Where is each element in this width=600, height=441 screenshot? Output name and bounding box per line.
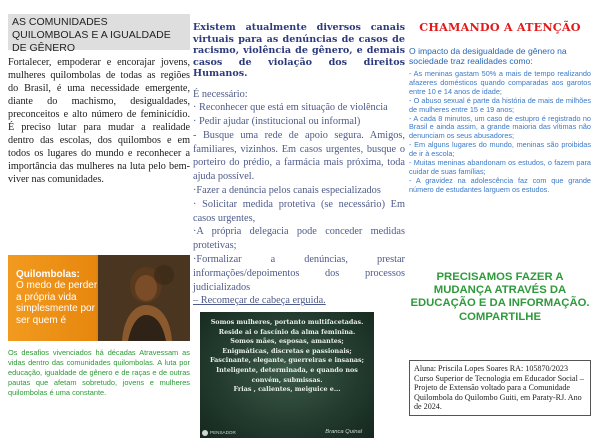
poem-line: Somos mães, esposas, amantes; <box>230 337 344 346</box>
woman-portrait-illustration <box>98 255 190 341</box>
fact-item: - Em alguns lugares do mundo, meninas são proibidas de ir à escola; <box>409 140 591 159</box>
step-item: ·Fazer a denúncia pelos canais especializados <box>193 185 381 197</box>
attention-title: CHAMANDO A ATENÇÃO <box>419 20 581 34</box>
poster-author-label: Branca Quinal <box>325 429 362 435</box>
poem-line: convém, submissas. <box>251 375 323 384</box>
step-item: ·Formalizar a denúncias, prestar informações/depoimentos dos processos judicializados <box>193 254 405 293</box>
step-item: ·A própria delegacia pode conceder medidas protetivas; <box>193 226 405 252</box>
steps-list <box>193 88 405 309</box>
poem-line: Reside ai o fascínio da alma feminina. <box>218 327 356 336</box>
call-to-action: PRECISAMOS FAZER A MUDANÇA ATRAVÉS DA EDUCAÇÃO E DA INFORMAÇÃO. COMPARTILHE <box>410 271 590 323</box>
column-denuncia-channels <box>193 22 405 308</box>
steps-heading: É necessário: <box>193 88 248 100</box>
poem-lines <box>204 318 370 395</box>
step-item: · Solicitar medida protetiva (se necessário) Em casos urgentes, <box>193 198 405 224</box>
facts-list <box>409 70 591 195</box>
intro-paragraph: Fortalecer, empoderar e encorajar jovens, mulheres quilombolas de todas as regiões do Brasil, é uma necessidade emergente, diante do machismo, desigualdades, preconceitos e alto número de feminicídio. É preciso lutar para mudar a realidade dentro das escolas, dos quilombos e em todos os lugares do mundo e reconhecer a importância das mulheres na luta pelo bem-viver nas comunidades. <box>8 57 190 185</box>
poem-poster <box>200 312 374 438</box>
poster-source-label: PENSADOR <box>210 430 236 435</box>
quilombola-photo-banner <box>8 255 190 341</box>
denuncia-intro: Existem atualmente diversos canais virtuais para as denúncias de casos de racismo, violência de gênero, e demais casos de violação dos direitos Humanos. <box>193 22 405 79</box>
step-item: – Recomeçar de cabeça erguida. <box>193 295 326 307</box>
challenges-text: Os desafios vivenciados há décadas Atravessam as vidas dentro das comunidades quilombolas. A luta por educação, igualdade de gênero e de raças e de outras pautas que afetam sobretudo, jovens e mulheres quilombolas é uma constante. <box>8 348 190 397</box>
fact-item: - As meninas gastam 50% a mais de tempo realizando afazeres domésticos quando comparadas aos garotos entre 10 e 14 anos de idade; <box>409 69 591 96</box>
poem-line: Frias , calientes, meiguice e... <box>233 385 341 394</box>
section-title-quilombola: AS COMUNIDADES QUILOMBOLAS E A IGUALDADE DE GÊNERO <box>8 14 190 50</box>
poem-line: Inteligente, determinada, e quando nos <box>216 365 358 374</box>
poem-line: Fascinante, elegante, guerreiras e insanas; <box>209 356 364 365</box>
fact-item: - A cada 8 minutos, um caso de estupro é registrado no Brasil e ainda assim, a grande maioria das vítimas não denunciam os seus abusadores; <box>409 113 591 141</box>
fact-item: - O abuso sexual é parte da história de mais de milhões de mulheres entre 15 e 19 anos; <box>409 95 591 114</box>
step-item: - Busque uma rede de apoio segura. Amigos, familiares, vizinhos. Em casos urgentes, busque o porteiro do prédio, a farmácia mais próxima, toda ajuda possível. <box>193 129 405 183</box>
fact-item: - A gravidez na adolescência faz com que grande número de estudantes larguem os estudos. <box>409 175 591 194</box>
photo-caption-body: O medo de perder a própria vida simplesmente por ser quem é <box>16 280 98 326</box>
pensador-logo-icon <box>202 430 208 436</box>
photo-caption-title: Quilombolas: <box>16 269 80 280</box>
fact-item: - Muitas meninas abandonam os estudos, o fazem para cuidar de suas famílias; <box>409 158 591 176</box>
step-item: · Pedir ajudar (institucional ou informal) <box>193 116 361 128</box>
poem-line: Somos mulheres, portanto multifacetadas. <box>210 318 364 326</box>
author-credit-box: Aluna: Priscila Lopes Soares RA: 105870/2023 Curso Superior de Tecnologia em Educador Social – Projeto de Extensão voltado para a Comunidade Quilombola do Quilombo Guiti, em Paraty-RJ. Ano de 2024. <box>409 360 591 416</box>
poem-line: Enigmáticas, discretas e passionais; <box>222 346 352 355</box>
attention-subtitle: O impacto da desigualdade de gênero na sociedade traz realidades como: <box>409 46 567 67</box>
step-item: · Reconhecer que está em situação de violência <box>193 102 388 114</box>
